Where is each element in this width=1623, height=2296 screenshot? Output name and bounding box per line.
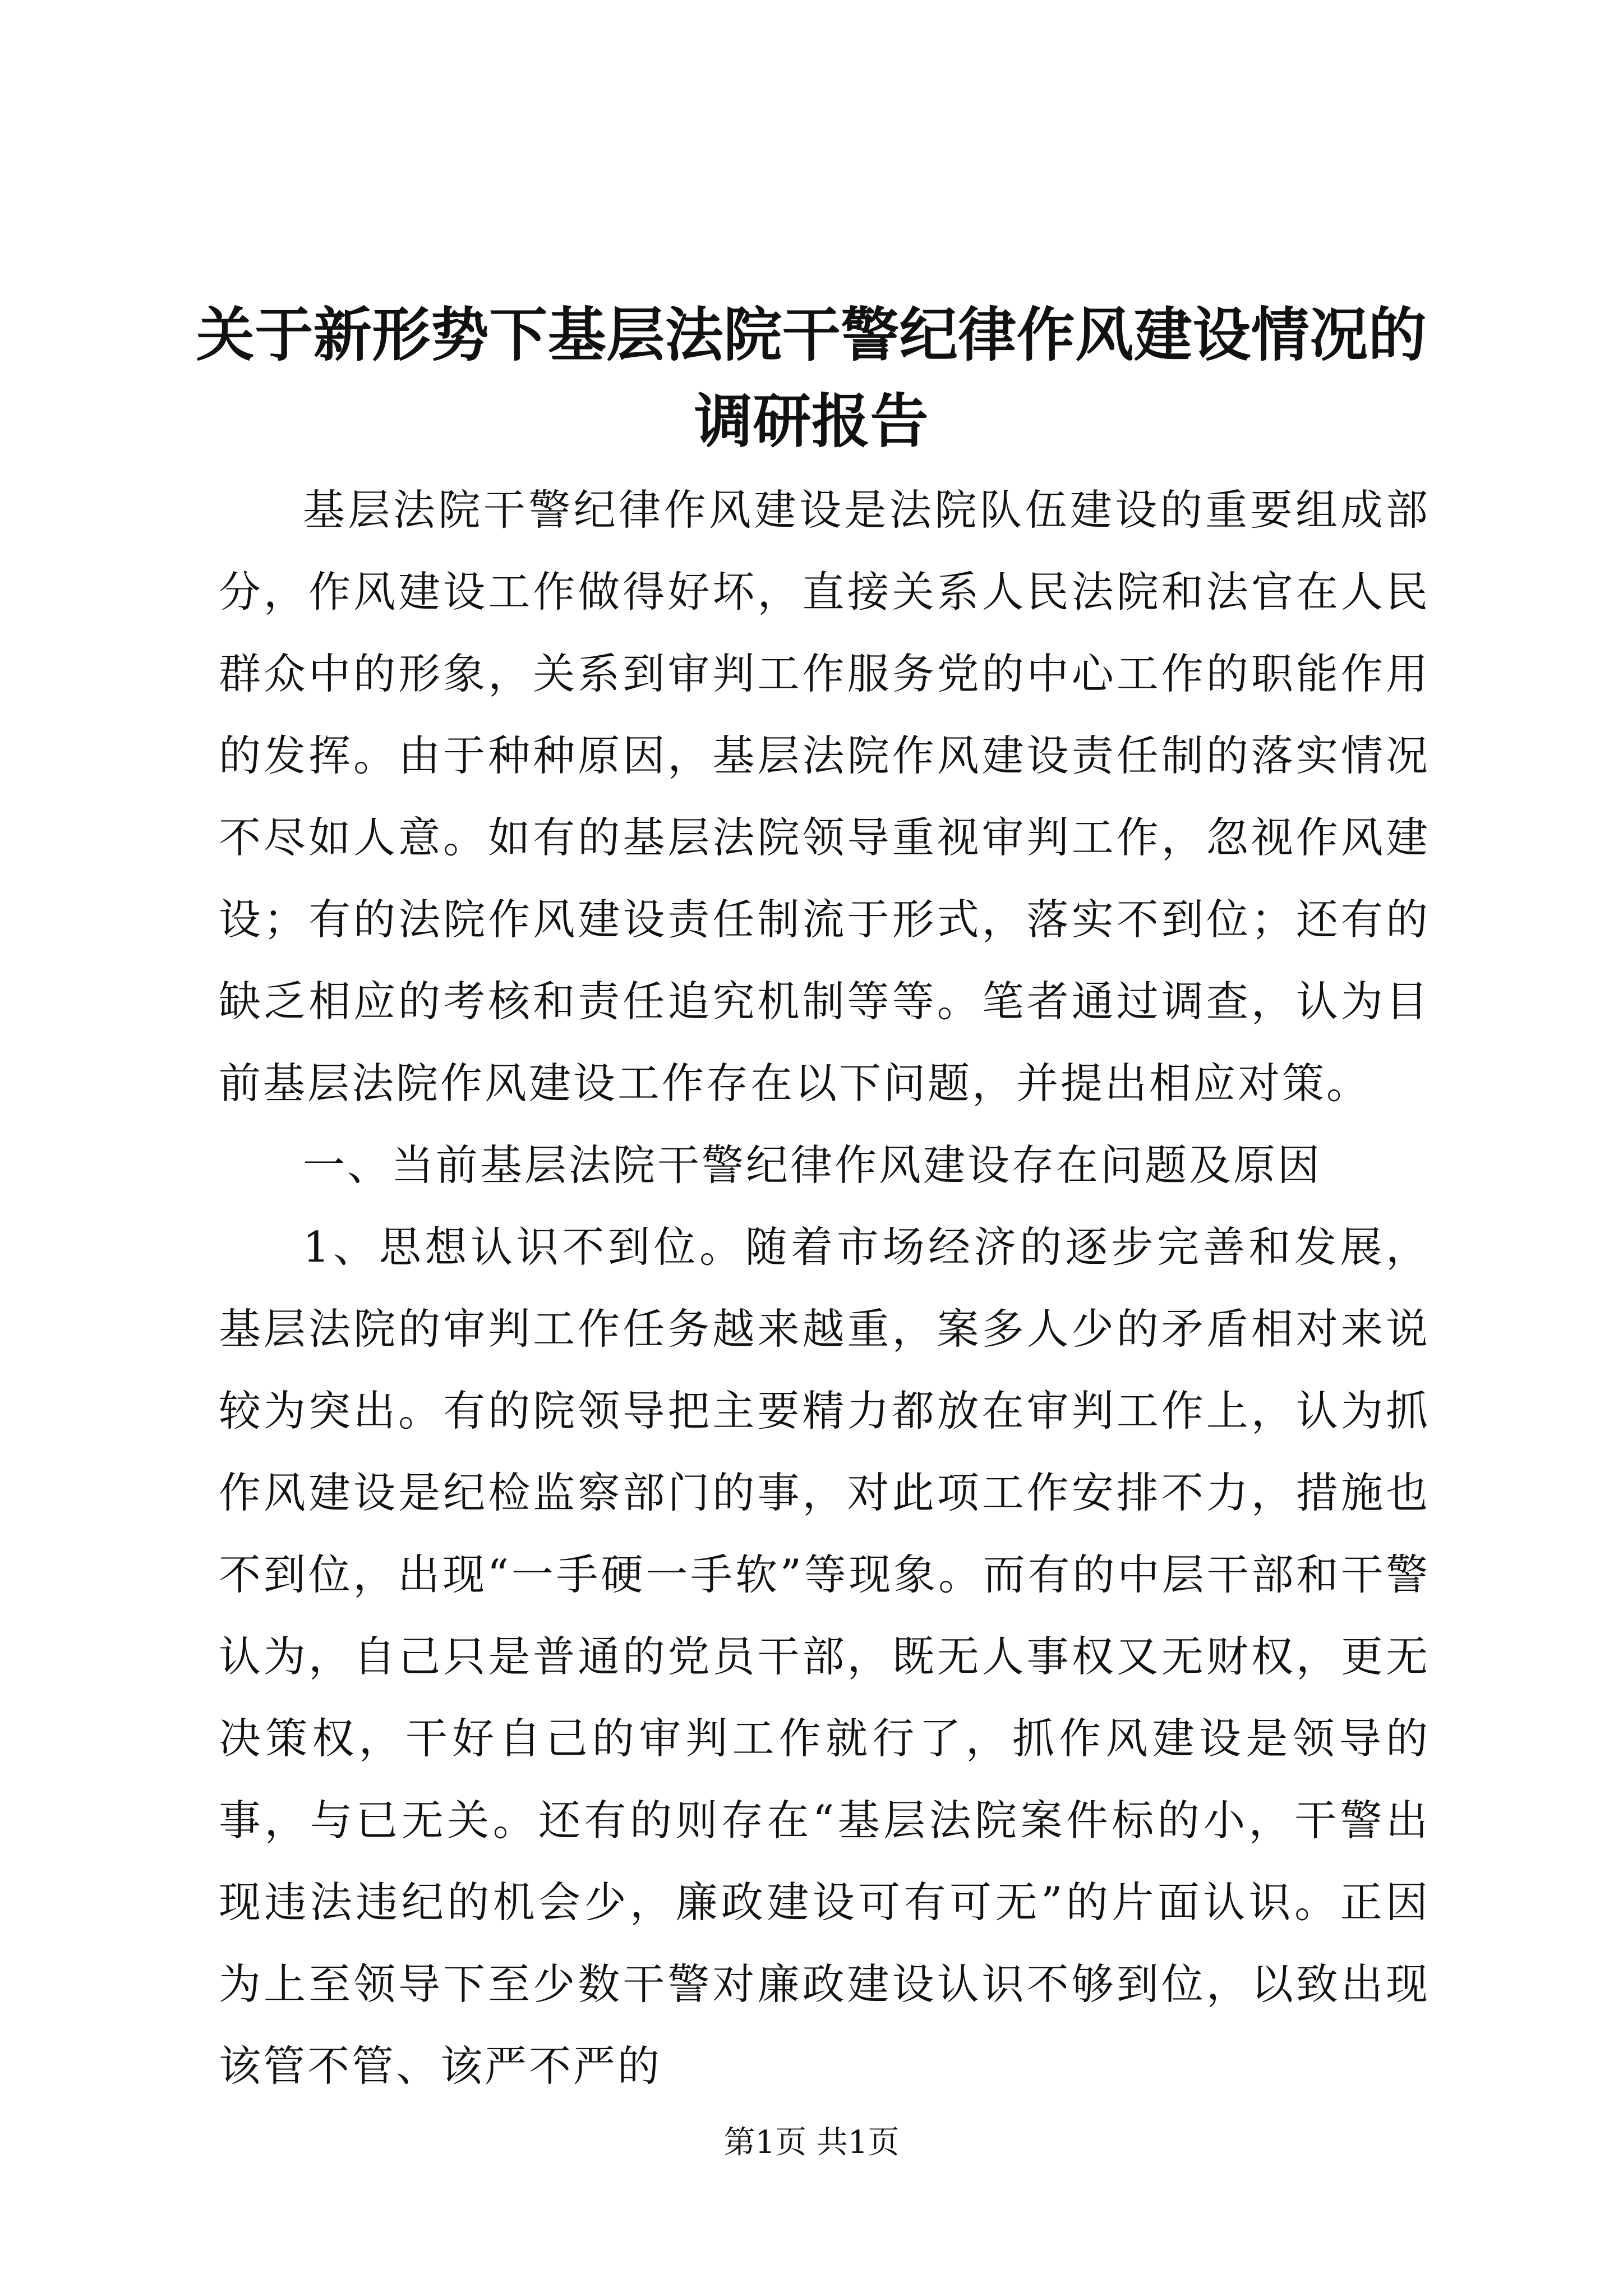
document-body	[219, 469, 1430, 2107]
page-footer: 第1页 共1页	[723, 2124, 900, 2161]
paragraph-item-1: 1、思想认识不到位。随着市场经济的逐步完善和发展，基层法院的审判工作任务越来越重，案多人少的矛盾相对来说较为突出。有的院领导把主要精力都放在审判工作上，认为抓作风建设是纪检监察部门的事，对此项工作安排不力，措施也不到位，出现“一手硬一手软”等现象。而有的中层干部和干警认为，自己只是普通的党员干部，既无人事权又无财权，更无决策权，干好自己的审判工作就行了，抓作风建设是领导的事，与已无关。还有的则存在“基层法院案件标的小，干警出现违法违纪的机会少，廉政建设可有可无”的片面认识。正因为上至领导下至少数干警对廉政建设认识不够到位，以致出现该管不管、该严不严的	[219, 1222, 1430, 2091]
document-title: 关于新形势下基层法院干警纪律作风建设情况的调研报告	[196, 300, 1427, 455]
section-heading-1: 一、当前基层法院干警纪律作风建设存在问题及原因	[303, 1140, 1322, 1190]
paragraph-intro: 基层法院干警纪律作风建设是法院队伍建设的重要组成部分，作风建设工作做得好坏，直接关系人民法院和法官在人民群众中的形象，关系到审判工作服务党的中心工作的职能作用的发挥。由于种种原因，基层法院作风建设责任制的落实情况不尽如人意。如有的基层法院领导重视审判工作，忽视作风建设；有的法院作风建设责任制流于形式，落实不到位；还有的缺乏相应的考核和责任追究机制等等。笔者通过调查，认为目前基层法院作风建设工作存在以下问题，并提出相应对策。	[219, 485, 1430, 1108]
